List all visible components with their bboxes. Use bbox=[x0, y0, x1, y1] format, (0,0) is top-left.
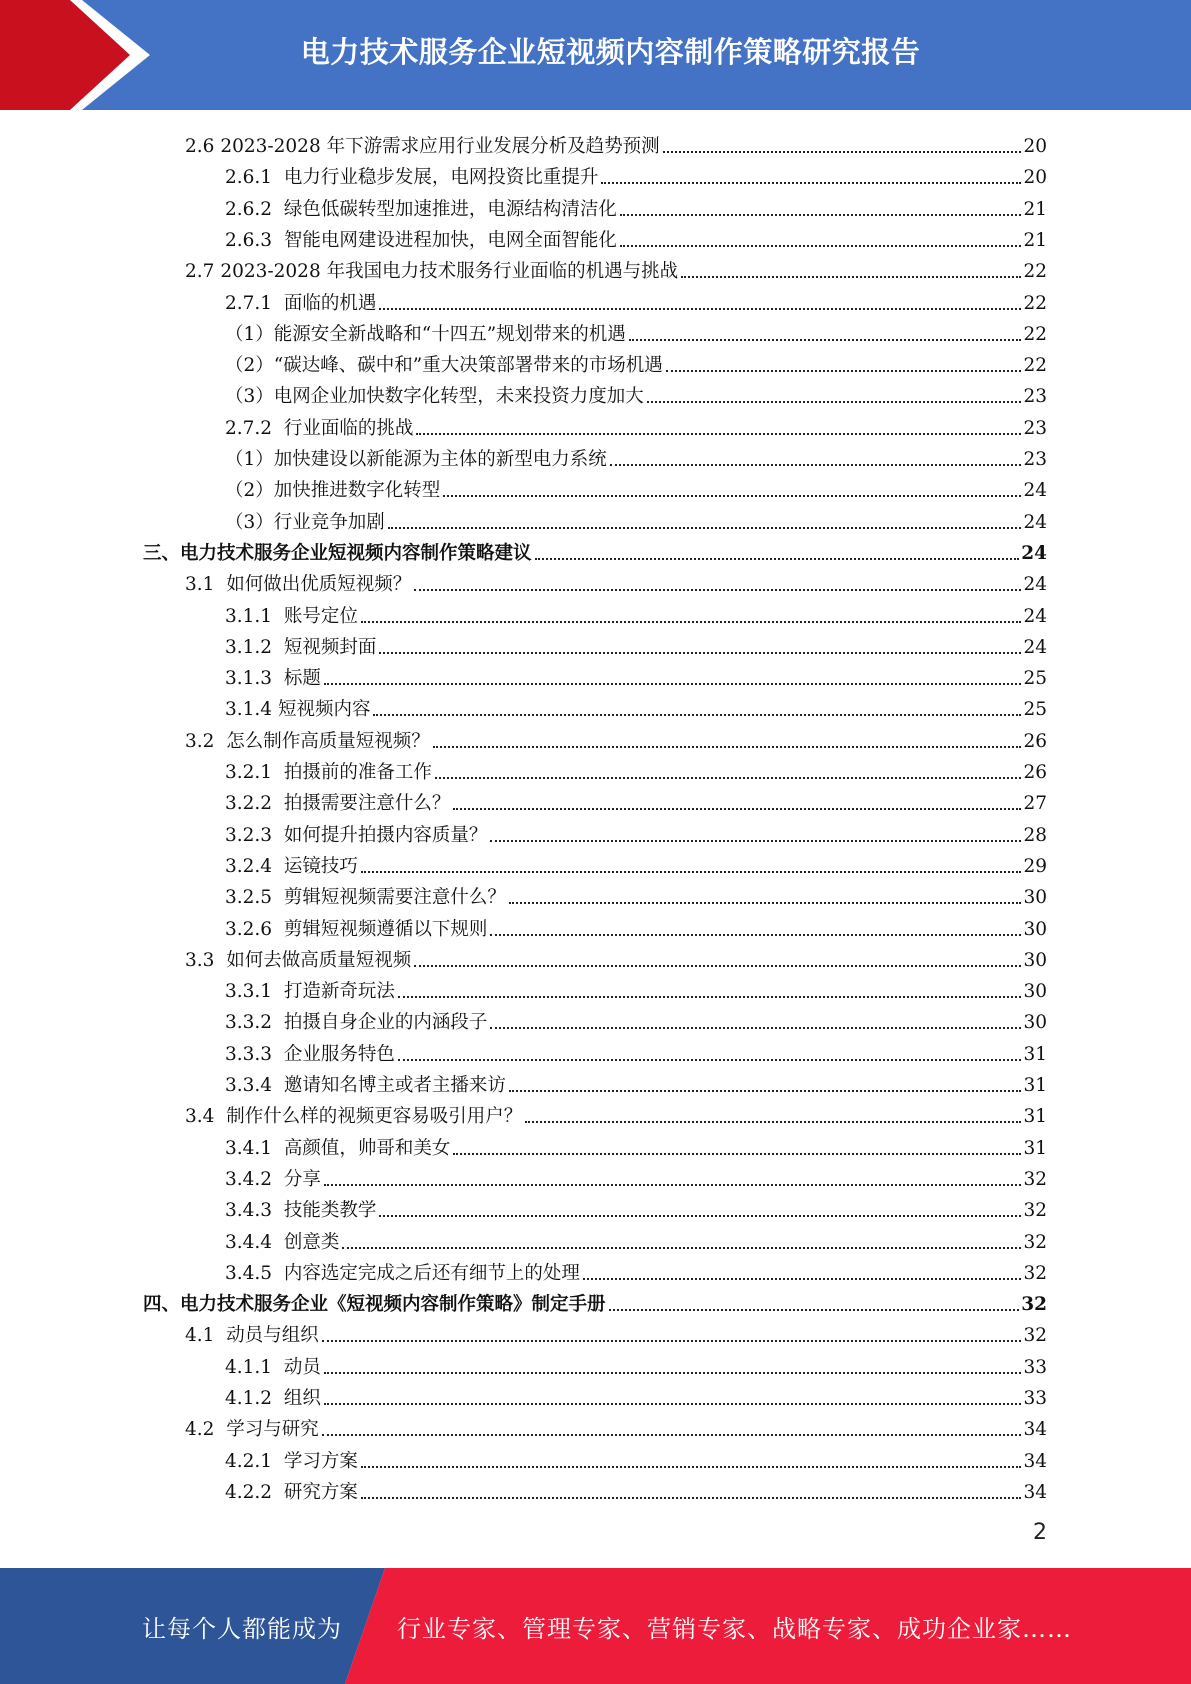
toc-entry[interactable] bbox=[225, 1066, 1047, 1097]
toc-entry-page: 24 bbox=[1023, 605, 1047, 627]
toc-entry-page: 29 bbox=[1023, 855, 1047, 877]
toc-entry-number: 3.4.4 bbox=[225, 1231, 284, 1253]
toc-entry-number: 3.3.2 bbox=[225, 1012, 284, 1034]
toc-entry-title: 打造新奇玩法 bbox=[283, 981, 395, 1003]
toc-entry-title: 短视频封面 bbox=[283, 636, 377, 658]
toc-dot-leader bbox=[361, 1466, 1022, 1468]
toc-entry-number: 3.2.3 bbox=[225, 824, 284, 846]
toc-entry[interactable] bbox=[225, 1348, 1047, 1379]
toc-entry-title: 电网企业加快数字化转型，未来投资力度加大 bbox=[273, 386, 644, 408]
toc-entry-number: 3.1.3 bbox=[225, 668, 284, 690]
toc-dot-leader bbox=[379, 1215, 1021, 1217]
toc-entry-number: 3.1 bbox=[185, 574, 227, 596]
toc-entry-page: 34 bbox=[1023, 1481, 1047, 1503]
toc-entry-page: 32 bbox=[1023, 1200, 1047, 1222]
toc-entry-page: 24 bbox=[1021, 542, 1047, 564]
toc-entry-title: 运镜技巧 bbox=[283, 855, 358, 877]
toc-dot-leader bbox=[388, 527, 1022, 529]
toc-entry[interactable] bbox=[225, 1223, 1047, 1254]
toc-entry[interactable] bbox=[185, 722, 1047, 753]
toc-entry-number: 4.1 bbox=[185, 1325, 227, 1347]
toc-entry-page: 21 bbox=[1023, 198, 1047, 220]
toc-entry-number: 4.1.1 bbox=[225, 1356, 284, 1378]
toc-entry-page: 28 bbox=[1023, 824, 1047, 846]
toc-entry[interactable] bbox=[225, 1442, 1047, 1473]
toc-dot-leader bbox=[583, 1278, 1022, 1280]
toc-dot-leader bbox=[525, 1121, 1021, 1123]
toc-entry-number: （3） bbox=[225, 386, 274, 408]
toc-entry-title: 2023-2028 年我国电力技术服务行业面临的机遇与挑战 bbox=[220, 261, 679, 283]
toc-entry-page: 22 bbox=[1023, 355, 1047, 377]
toc-entry-title: 企业服务特色 bbox=[283, 1043, 395, 1065]
toc-entry-page: 30 bbox=[1023, 949, 1047, 971]
toc-dot-leader bbox=[414, 589, 1021, 591]
toc-entry-title: 研究方案 bbox=[283, 1481, 358, 1503]
toc-entry-title: 账号定位 bbox=[283, 605, 358, 627]
toc-entry-page: 31 bbox=[1023, 1106, 1047, 1128]
toc-entry-title: 邀请知名博主或者主播来访 bbox=[283, 1075, 506, 1096]
toc-entry-title: 怎么制作高质量短视频？ bbox=[226, 730, 430, 752]
toc-entry-title: 面临的机遇 bbox=[283, 292, 377, 314]
toc-entry[interactable] bbox=[225, 784, 1047, 815]
toc-entry-number: 2.7.2 bbox=[225, 417, 284, 439]
toc-entry-title: 能源安全新战略和“十四五”规划带来的机遇 bbox=[273, 323, 626, 345]
toc-entry-page: 20 bbox=[1023, 136, 1047, 157]
toc-dot-leader bbox=[324, 1184, 1022, 1186]
toc-entry-number: 4.2.1 bbox=[225, 1450, 284, 1472]
toc-entry-page: 23 bbox=[1023, 417, 1047, 439]
toc-dot-leader bbox=[379, 308, 1021, 310]
toc-entry-title: 学习与研究 bbox=[226, 1419, 319, 1441]
toc-dot-leader bbox=[647, 401, 1022, 403]
toc-entry-title: 组织 bbox=[283, 1388, 321, 1409]
toc-entry-number: 3.3.3 bbox=[225, 1043, 284, 1065]
toc-entry[interactable] bbox=[225, 409, 1047, 440]
toc-entry-page: 22 bbox=[1023, 323, 1047, 345]
toc-dot-leader bbox=[453, 1153, 1021, 1155]
page-footer bbox=[0, 1568, 1191, 1684]
toc-entry[interactable] bbox=[225, 878, 1047, 909]
toc-entry[interactable] bbox=[225, 158, 1047, 189]
toc-entry-page: 24 bbox=[1023, 574, 1047, 596]
toc-entry[interactable] bbox=[185, 127, 1047, 158]
footer-slogan-right: 行业专家、管理专家、营销专家、战略专家、成功企业家…… bbox=[397, 1614, 1072, 1643]
toc-entry[interactable] bbox=[225, 315, 1047, 346]
toc-entry[interactable] bbox=[225, 1160, 1047, 1191]
toc-entry-number: 4.1.2 bbox=[225, 1388, 284, 1409]
toc-dot-leader bbox=[361, 621, 1022, 623]
toc-entry[interactable] bbox=[225, 597, 1047, 628]
toc-entry-title: 技能类教学 bbox=[283, 1200, 377, 1222]
toc-entry-title: 绿色低碳转型加速推进，电源结构清洁化 bbox=[283, 198, 617, 220]
toc-entry-page: 33 bbox=[1023, 1356, 1047, 1378]
toc-dot-leader bbox=[509, 902, 1022, 904]
toc-entry-page: 24 bbox=[1023, 511, 1047, 533]
toc-entry-title: 电力技术服务企业《短视频内容制作策略》制定手册 bbox=[180, 1294, 606, 1316]
toc-dot-leader bbox=[416, 433, 1021, 435]
toc-entry-title: 2023-2028 年下游需求应用行业发展分析及趋势预测 bbox=[220, 136, 660, 157]
toc-dot-leader bbox=[681, 276, 1021, 278]
toc-entry[interactable] bbox=[225, 190, 1047, 221]
toc-entry-number: 2.6.1 bbox=[225, 167, 284, 189]
toc-entry-number: 3.2.4 bbox=[225, 855, 284, 877]
toc-entry-number: 2.6.3 bbox=[225, 229, 284, 251]
toc-entry-number: 2.7 bbox=[185, 261, 221, 283]
toc-entry-page: 25 bbox=[1023, 668, 1047, 690]
toc-entry-number: （1） bbox=[225, 323, 274, 345]
toc-entry-number: 3.1.2 bbox=[225, 636, 284, 658]
toc-entry-number: 3.3.4 bbox=[225, 1075, 284, 1096]
toc-entry-number: （3） bbox=[225, 511, 274, 533]
toc-entry[interactable] bbox=[225, 816, 1047, 847]
toc-entry-title: 标题 bbox=[283, 668, 321, 690]
toc-dot-leader bbox=[490, 1027, 1021, 1029]
toc-entry[interactable] bbox=[185, 941, 1047, 972]
toc-entry-page: 32 bbox=[1023, 1231, 1047, 1253]
toc-entry-title: 分享 bbox=[283, 1168, 321, 1190]
toc-entry-page: 33 bbox=[1023, 1388, 1047, 1409]
toc-entry[interactable] bbox=[185, 1097, 1047, 1128]
toc-entry-page: 31 bbox=[1023, 1137, 1047, 1159]
toc-entry-number: 3.4.2 bbox=[225, 1168, 284, 1190]
toc-dot-leader bbox=[629, 339, 1022, 341]
toc-entry-title: 剪辑短视频遵循以下规则 bbox=[283, 918, 488, 940]
toc-entry[interactable] bbox=[185, 1316, 1047, 1347]
toc-dot-leader bbox=[666, 370, 1022, 372]
toc-entry-number: 3.1.1 bbox=[225, 605, 284, 627]
toc-dot-leader bbox=[379, 652, 1021, 654]
toc-entry-page: 32 bbox=[1023, 1262, 1047, 1284]
toc-entry[interactable] bbox=[225, 628, 1047, 659]
toc-entry-number: 3.2.6 bbox=[225, 918, 284, 940]
toc-dot-leader bbox=[620, 214, 1022, 216]
toc-entry[interactable] bbox=[225, 910, 1047, 941]
toc-entry-page: 30 bbox=[1023, 1012, 1047, 1034]
toc-entry-title: 拍摄前的准备工作 bbox=[283, 762, 432, 783]
toc-entry[interactable] bbox=[185, 252, 1047, 283]
toc-entry-title: 拍摄需要注意什么？ bbox=[283, 793, 451, 815]
toc-entry[interactable] bbox=[225, 690, 1047, 721]
toc-entry-title: 如何提升拍摄内容质量？ bbox=[283, 824, 488, 846]
toc-entry[interactable] bbox=[225, 503, 1047, 534]
toc-entry-number: 3.3 bbox=[185, 949, 227, 971]
toc-entry-page: 22 bbox=[1023, 261, 1047, 283]
toc-dot-leader bbox=[509, 1090, 1022, 1092]
toc-entry-title: 动员与组织 bbox=[226, 1325, 319, 1347]
toc-entry-title: 行业竞争加剧 bbox=[273, 511, 385, 533]
toc-dot-leader bbox=[663, 151, 1022, 153]
toc-entry-number: （2） bbox=[225, 480, 274, 502]
toc-entry[interactable] bbox=[225, 377, 1047, 408]
toc-entry-title: 学习方案 bbox=[283, 1450, 358, 1472]
toc-dot-leader bbox=[443, 495, 1021, 497]
toc-entry-title: 剪辑短视频需要注意什么？ bbox=[283, 887, 506, 909]
toc-entry-number: 3.4.5 bbox=[225, 1262, 284, 1284]
toc-entry-number: 三、 bbox=[143, 542, 181, 564]
footer-slogan-left: 让每个人都能成为 bbox=[142, 1614, 342, 1643]
toc-entry-page: 31 bbox=[1023, 1075, 1047, 1096]
toc-entry-page: 32 bbox=[1023, 1168, 1047, 1190]
toc-entry[interactable] bbox=[225, 471, 1047, 502]
toc-entry-title: 动员 bbox=[283, 1356, 321, 1378]
toc-entry-page: 25 bbox=[1023, 699, 1047, 721]
toc-dot-leader bbox=[453, 808, 1021, 810]
toc-entry-title: 制作什么样的视频更容易吸引用户？ bbox=[226, 1106, 523, 1128]
toc-entry[interactable] bbox=[225, 440, 1047, 471]
toc-entry-number: 3.2.1 bbox=[225, 762, 284, 783]
toc-entry-page: 23 bbox=[1023, 386, 1047, 408]
toc-entry-number: 3.2 bbox=[185, 730, 227, 752]
page-number: 2 bbox=[1033, 1520, 1047, 1545]
toc-entry-number: （1） bbox=[225, 449, 274, 470]
toc-entry-page: 24 bbox=[1023, 480, 1047, 502]
toc-entry[interactable] bbox=[185, 1410, 1047, 1441]
toc-entry-page: 26 bbox=[1023, 730, 1047, 752]
toc-entry-page: 24 bbox=[1023, 636, 1047, 658]
toc-dot-leader bbox=[322, 1340, 1022, 1342]
toc-entry[interactable] bbox=[225, 346, 1047, 377]
toc-entry-number: 3.4.1 bbox=[225, 1137, 284, 1159]
toc-dot-leader bbox=[361, 1497, 1022, 1499]
toc-entry-page: 30 bbox=[1023, 887, 1047, 909]
toc-entry-title: 智能电网建设进程加快，电网全面智能化 bbox=[283, 229, 617, 251]
toc-entry-page: 20 bbox=[1023, 167, 1047, 189]
toc-entry[interactable] bbox=[225, 1379, 1047, 1410]
toc-dot-leader bbox=[322, 1434, 1022, 1436]
toc-entry-number: 2.6.2 bbox=[225, 198, 284, 220]
toc-dot-leader bbox=[433, 746, 1022, 748]
toc-entry-title: 创意类 bbox=[283, 1231, 340, 1253]
toc-dot-leader bbox=[610, 464, 1022, 466]
toc-entry-title: 加快建设以新能源为主体的新型电力系统 bbox=[273, 449, 607, 470]
toc-entry-title: 如何做出优质短视频？ bbox=[226, 574, 412, 596]
toc-entry[interactable] bbox=[143, 534, 1047, 565]
toc-entry-page: 31 bbox=[1023, 1043, 1047, 1065]
toc-entry[interactable] bbox=[143, 1285, 1047, 1316]
toc-entry-number: 3.2.2 bbox=[225, 793, 284, 815]
toc-dot-leader bbox=[620, 245, 1022, 247]
toc-entry-number: 2.7.1 bbox=[225, 292, 284, 314]
toc-dot-leader bbox=[398, 1059, 1022, 1061]
toc-entry[interactable] bbox=[225, 1129, 1047, 1160]
toc-entry[interactable] bbox=[225, 1473, 1047, 1504]
toc-entry[interactable] bbox=[225, 1035, 1047, 1066]
toc-entry-number: 四、 bbox=[143, 1294, 181, 1316]
toc-entry-number: 3.4.3 bbox=[225, 1200, 284, 1222]
toc-dot-leader bbox=[324, 683, 1022, 685]
toc-entry[interactable] bbox=[225, 753, 1047, 784]
toc-entry-title: “碳达峰、碳中和”重大决策部署带来的市场机遇 bbox=[273, 355, 663, 377]
toc-entry-title: 短视频内容 bbox=[277, 699, 371, 721]
toc-entry-number: 4.2 bbox=[185, 1419, 227, 1441]
toc-entry[interactable] bbox=[225, 221, 1047, 252]
toc-entry[interactable] bbox=[225, 1003, 1047, 1034]
toc-entry-page: 21 bbox=[1023, 229, 1047, 251]
toc-dot-leader bbox=[414, 965, 1021, 967]
toc-entry-number: 4.2.2 bbox=[225, 1481, 284, 1503]
toc-entry-title: 电力行业稳步发展，电网投资比重提升 bbox=[283, 167, 599, 189]
toc-entry-page: 34 bbox=[1023, 1450, 1047, 1472]
toc-dot-leader bbox=[398, 996, 1022, 998]
toc-dot-leader bbox=[535, 558, 1020, 560]
toc-entry-page: 30 bbox=[1023, 918, 1047, 940]
toc-entry-page: 27 bbox=[1023, 793, 1047, 815]
toc-dot-leader bbox=[490, 934, 1021, 936]
toc-dot-leader bbox=[609, 1309, 1020, 1311]
toc-entry-page: 34 bbox=[1023, 1419, 1047, 1441]
toc-entry[interactable] bbox=[225, 284, 1047, 315]
toc-entry-title: 加快推进数字化转型 bbox=[273, 480, 441, 502]
toc-entry-title: 拍摄自身企业的内涵段子 bbox=[283, 1012, 488, 1034]
toc-dot-leader bbox=[373, 714, 1021, 716]
toc-entry-number: 3.4 bbox=[185, 1106, 227, 1128]
toc-dot-leader bbox=[324, 1403, 1022, 1405]
toc-entry[interactable] bbox=[225, 847, 1047, 878]
toc-dot-leader bbox=[324, 1372, 1022, 1374]
toc-entry-page: 23 bbox=[1023, 449, 1047, 470]
toc-entry-number: 3.1.4 bbox=[225, 699, 278, 721]
toc-entry-page: 26 bbox=[1023, 762, 1047, 783]
toc-entry[interactable] bbox=[225, 1191, 1047, 1222]
toc-dot-leader bbox=[435, 777, 1022, 779]
toc-entry-title: 内容选定完成之后还有细节上的处理 bbox=[283, 1262, 580, 1284]
toc-dot-leader bbox=[361, 871, 1022, 873]
toc-dot-leader bbox=[490, 840, 1021, 842]
toc-dot-leader bbox=[601, 182, 1021, 184]
toc-entry-title: 高颜值，帅哥和美女 bbox=[283, 1137, 451, 1159]
toc-entry-title: 电力技术服务企业短视频内容制作策略建议 bbox=[180, 542, 532, 564]
toc-entry[interactable] bbox=[185, 565, 1047, 596]
toc-entry-title: 如何去做高质量短视频 bbox=[226, 949, 412, 971]
toc-entry-number: 2.6 bbox=[185, 136, 221, 157]
toc-entry-page: 32 bbox=[1021, 1294, 1047, 1316]
toc-entry[interactable] bbox=[225, 1254, 1047, 1285]
toc-entry-number: 3.2.5 bbox=[225, 887, 284, 909]
toc-entry-page: 30 bbox=[1023, 981, 1047, 1003]
document-title: 电力技术服务企业短视频内容制作策略研究报告 bbox=[300, 34, 921, 69]
toc-entry[interactable] bbox=[225, 659, 1047, 690]
toc-entry-title: 行业面临的挑战 bbox=[283, 417, 414, 439]
toc-entry-page: 32 bbox=[1023, 1325, 1047, 1347]
toc-dot-leader bbox=[342, 1247, 1021, 1249]
toc-entry[interactable] bbox=[225, 972, 1047, 1003]
page-header bbox=[0, 0, 1191, 110]
toc-entry-number: （2） bbox=[225, 355, 274, 377]
toc-entry-number: 3.3.1 bbox=[225, 981, 284, 1003]
toc-entry-page: 22 bbox=[1023, 292, 1047, 314]
